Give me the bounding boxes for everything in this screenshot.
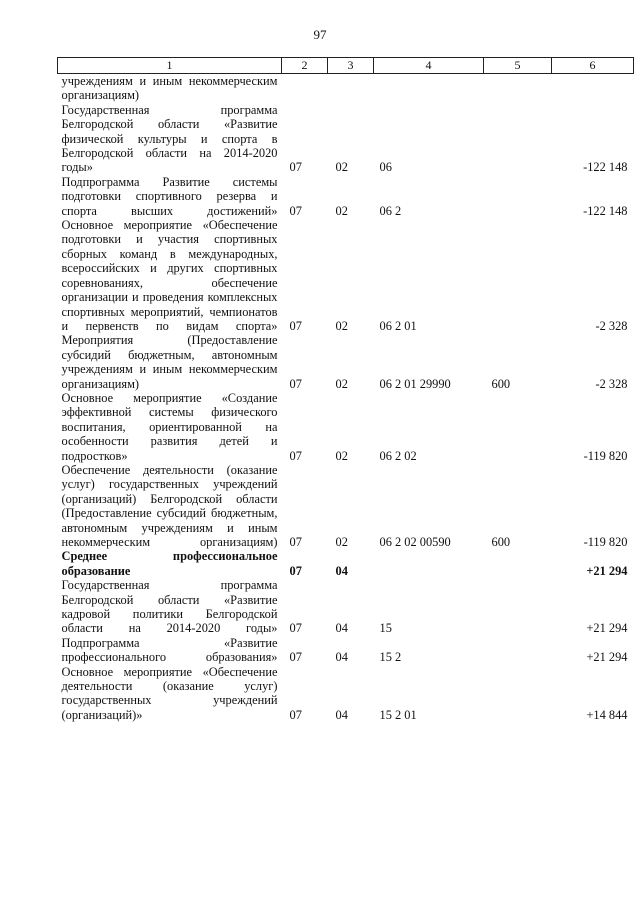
row-expense-type	[484, 578, 552, 636]
row-subsection: 02	[335, 318, 348, 333]
row-section: 07	[289, 203, 302, 218]
row-amount: +21 294	[586, 621, 628, 636]
row-target-code: 06	[379, 160, 392, 175]
row-target-code: 06 2 02	[379, 448, 417, 463]
row-section: 07	[289, 535, 302, 549]
column-header-6: 6	[552, 58, 634, 74]
row-section: 07	[289, 448, 302, 463]
table-row	[58, 665, 634, 723]
table-row	[58, 578, 634, 636]
row-subsection	[328, 74, 374, 103]
row-subsection: 04	[335, 707, 348, 722]
row-description: Государственная программа Белгородской области «Развитие физической культуры и спорта в Белгородской области на 2014-2020 годы»	[61, 102, 278, 175]
table-row	[58, 391, 634, 463]
row-target-code: 15 2 01	[379, 707, 417, 722]
row-section: 07	[289, 650, 302, 665]
row-subsection: 02	[335, 376, 348, 391]
row-description: Основное мероприятие «Обеспечение деятельности (оказание услуг) государственных учреждений (организаций)»	[61, 664, 278, 722]
row-amount	[552, 74, 634, 103]
row-expense-type: 600	[491, 376, 511, 391]
row-description: Мероприятия (Предоставление субсидий бюджетным, автономным учреждениям и иным некоммерческим организациям)	[61, 333, 278, 391]
row-expense-type	[484, 665, 552, 723]
table-header-row	[58, 58, 634, 74]
column-header-5: 5	[484, 58, 552, 74]
row-section: 07	[289, 160, 302, 175]
column-header-2: 2	[282, 58, 328, 74]
row-target-code: 06 2 01	[379, 318, 417, 333]
row-amount: +21 294	[586, 563, 628, 578]
page-number: 97	[313, 27, 327, 42]
table-row	[58, 333, 634, 391]
row-description: Основное мероприятие «Обеспечение подготовки и участия спортивных сборных команд в международных, всероссийских и других спортивных соревнованиях, обеспечение организации и проведения комплексных спортивных мероприятий, чемпионатов и первенств по видам спорта»	[61, 218, 278, 333]
row-description: Подпрограмма Развитие системы подготовки спортивного резерва и спорта высших достижений»	[61, 174, 278, 218]
table-row	[58, 463, 634, 549]
row-amount: +21 294	[586, 650, 628, 665]
row-description: Подпрограмма «Развитие профессионального образования»	[61, 635, 278, 665]
row-expense-type	[484, 74, 552, 103]
row-target-code	[374, 549, 484, 578]
row-expense-type	[484, 391, 552, 463]
row-subsection: 02	[335, 160, 348, 175]
row-target-code: 06 2 01 29990	[379, 376, 451, 391]
row-description: Среднее профессиональное образование	[61, 549, 278, 578]
table-row	[58, 636, 634, 665]
row-section: 07	[289, 376, 302, 391]
row-expense-type	[484, 218, 552, 333]
row-section: 07	[289, 318, 302, 333]
row-section: 07	[289, 563, 302, 578]
row-target-code: 15	[379, 621, 392, 636]
row-description: учреждениям и иным некоммерческим организациям)	[61, 74, 278, 103]
row-subsection: 02	[335, 448, 348, 463]
row-amount: -119 820	[583, 535, 628, 549]
column-header-1: 1	[58, 58, 282, 74]
table-row	[58, 549, 634, 578]
row-expense-type	[484, 549, 552, 578]
row-target-code: 06 2	[379, 203, 402, 218]
row-expense-type: 600	[491, 535, 511, 549]
row-subsection: 02	[335, 535, 348, 549]
row-amount: +14 844	[586, 707, 628, 722]
row-subsection: 04	[335, 563, 348, 578]
table-row	[58, 218, 634, 333]
column-header-3: 3	[328, 58, 374, 74]
row-subsection: 04	[335, 621, 348, 636]
row-description: Государственная программа Белгородской области «Развитие кадровой политики Белгородской области на 2014-2020 годы»	[61, 578, 278, 636]
row-expense-type	[484, 636, 552, 665]
row-description: Основное мероприятие «Создание эффективной системы физического воспитания, ориентированной на особенности развития детей и подростков»	[61, 390, 278, 463]
row-subsection: 02	[335, 203, 348, 218]
table-row	[58, 103, 634, 175]
row-description: Обеспечение деятельности (оказание услуг) государственных учреждений (организаций) Белгородской области (Предоставление субсидий бюджетным, автономным учреждениям и иным некоммерческим организациям)	[61, 462, 278, 549]
budget-table	[57, 57, 634, 722]
row-amount: -122 148	[583, 203, 628, 218]
table-row	[58, 175, 634, 218]
row-expense-type	[484, 103, 552, 175]
row-section	[282, 74, 328, 103]
column-header-4: 4	[374, 58, 484, 74]
table-row	[58, 74, 634, 103]
row-subsection: 04	[335, 650, 348, 665]
row-section: 07	[289, 621, 302, 636]
row-section: 07	[289, 707, 302, 722]
row-target-code: 06 2 02 00590	[379, 535, 451, 549]
row-amount: -119 820	[583, 448, 628, 463]
row-target-code: 15 2	[379, 650, 402, 665]
row-target-code	[374, 74, 484, 103]
row-amount: -122 148	[583, 160, 628, 175]
row-amount: -2 328	[595, 376, 628, 391]
row-expense-type	[484, 175, 552, 218]
row-amount: -2 328	[595, 318, 628, 333]
